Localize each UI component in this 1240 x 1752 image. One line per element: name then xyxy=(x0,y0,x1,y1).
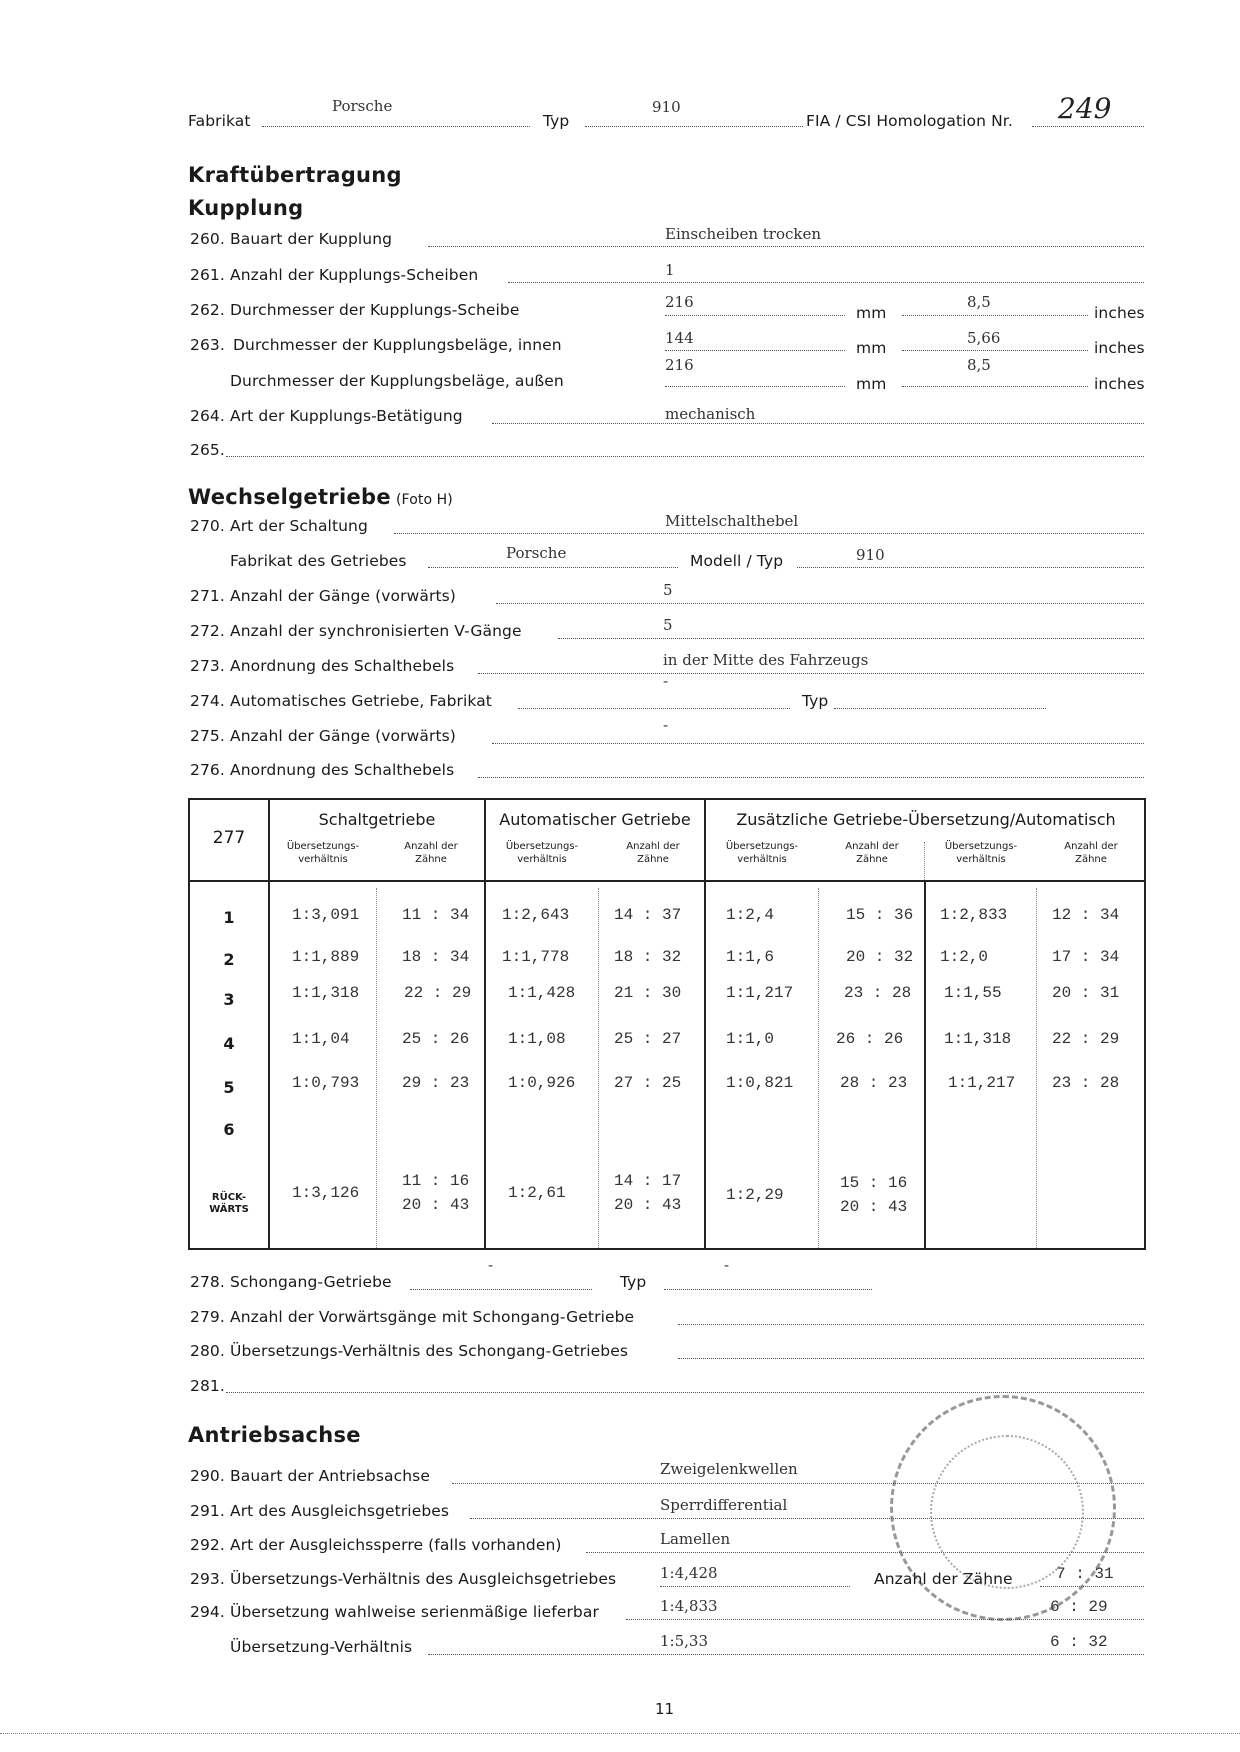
subheader-teeth: Anzahl der Zähne xyxy=(626,841,680,865)
homologation-number: 249 xyxy=(1058,92,1112,125)
page-bottom-divider xyxy=(0,1733,1240,1734)
value-261: 1 xyxy=(665,261,675,279)
typ-label: Typ xyxy=(543,112,570,130)
table-number: 277 xyxy=(212,828,246,848)
subheader-ratio: Übersetzungs- verhältnis xyxy=(944,841,1018,865)
value-264: mechanisch xyxy=(665,405,756,423)
value-260: Einscheiben trocken xyxy=(665,225,822,243)
subheader-teeth: Anzahl der Zähne xyxy=(1064,841,1118,865)
section-title-kupplung: Kupplung xyxy=(188,196,304,220)
subheader-teeth: Anzahl der Zähne xyxy=(404,841,458,865)
official-stamp-inner-icon xyxy=(930,1435,1084,1589)
fabrikat-label: Fabrikat xyxy=(188,112,251,130)
section-title-antriebsachse: Antriebsachse xyxy=(188,1423,361,1447)
gear-ratio-table: 277 Schaltgetriebe Automatischer Getriebe Zusätzliche Getriebe-Übersetzung/Automatisch Übersetzungs- verhältnis Anzahl der Zähne Übersetzungs- verhältnis Anzahl der Zähne Übersetzungs- verhältnis Anzahl der Zähne Übersetzungs- verhältnis Anzahl der Zähne 1 1:3,091 11 : 34 1:2,643 14 : 37 1:2,4 15 : 36 1:2,833 12 : 34 2 1:1,889 18 : 34 1:1,778 18 : 32 1:1,6 20 : 32 1:2,0 17 : 34 3 1:1,318 22 : 29 1:1,428 21 : 30 1:1,217 23 : 28 1:1,55 20 : 31 4 1:1,04 25 : 26 1:1,08 25 : 27 1:1,0 26 : 26 1:1,318 22 : 29 5 1:0,793 29 : 23 1:0,926 27 : 25 1:0,821 28 : 23 1:1,217 23 : 28 6 RÜCK- WÄRTS 1:3,126 11 : 16 20 : 43 1:2,61 14 : 17 20 : 43 1:2,29 15 : 16 20 : 43 xyxy=(188,798,1146,1250)
page-number: 11 xyxy=(655,1700,675,1718)
section-title-wechselgetriebe: Wechselgetriebe (Foto H) xyxy=(188,485,453,509)
typ-value: 910 xyxy=(652,98,681,116)
subheader-ratio: Übersetzungs- verhältnis xyxy=(286,841,360,865)
subheader-teeth: Anzahl der Zähne xyxy=(845,841,899,865)
section-title-kraftuebertragung: Kraftübertragung xyxy=(188,163,402,187)
group-header-automatischer: Automatischer Getriebe xyxy=(499,810,691,829)
fabrikat-value: Porsche xyxy=(332,97,393,115)
subheader-ratio: Übersetzungs- verhältnis xyxy=(725,841,799,865)
subheader-ratio: Übersetzungs- verhältnis xyxy=(505,841,579,865)
group-header-zusaetzliche: Zusätzliche Getriebe-Übersetzung/Automatisch xyxy=(736,810,1116,829)
group-header-schaltgetriebe: Schaltgetriebe xyxy=(318,810,436,829)
homologation-label: FIA / CSI Homologation Nr. xyxy=(806,112,1013,130)
